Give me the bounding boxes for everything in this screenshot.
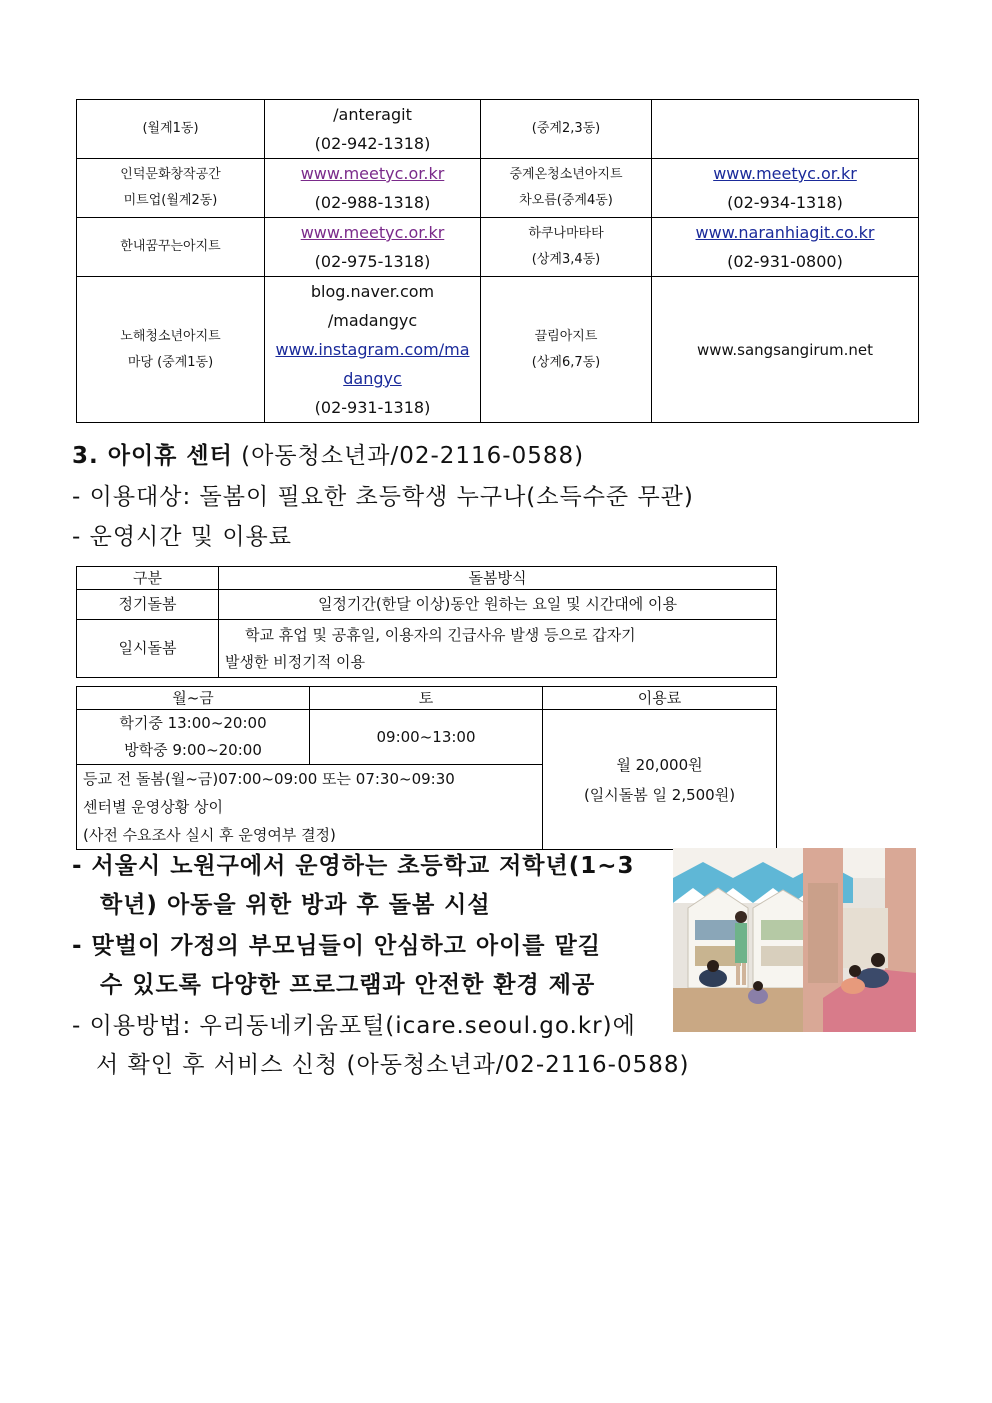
center-info: www.meetyc.or.kr (02-988-1318) [265,159,481,218]
morning-care: 등교 전 돌봄(월~금)07:00~09:00 또는 07:30~09:30 센터별 운영상황 상이 (사전 수요조사 실시 후 운영여부 결정) [77,765,543,850]
target-line: - 이용대상: 돌봄이 필요한 초등학생 누구나(소득수준 무관) [72,484,694,510]
table-header: 이용료 [543,687,777,710]
website-link[interactable]: www.naranhiagit.co.kr [695,223,875,242]
center-name: 한내꿈꾸는아지트 [77,218,265,277]
center-info: blog.naver.com /madangyc www.instagram.com/ma dangyc (02-931-1318) [265,277,481,423]
hours-title: - 운영시간 및 이용료 [72,524,292,550]
table-header: 돌봄방식 [219,567,777,590]
website-link[interactable]: www.meetyc.or.kr [300,223,445,242]
bullet-1-line-1: - 서울시 노원구에서 운영하는 초등학교 저학년(1~3 [72,853,635,879]
center-info: www.naranhiagit.co.kr (02-931-0800) [652,218,919,277]
care-type: 일시돌봄 [77,620,219,678]
center-name: (중계2,3동) [481,100,652,159]
bullet-3-line-2: 서 확인 후 서비스 신청 (아동청소년과/02-2116-0588) [96,1052,690,1078]
care-type: 정기돌봄 [77,590,219,620]
website-link[interactable]: www.meetyc.or.kr [713,164,857,183]
center-info: /anteragit (02-942-1318) [265,100,481,159]
instagram-link[interactable]: www.instagram.com/ma [275,340,470,359]
table-header: 구분 [77,567,219,590]
center-name: 하쿠나마타타 (상계3,4동) [481,218,652,277]
table-header: 월~금 [77,687,310,710]
bullet-2-line-2: 수 있도록 다양한 프로그램과 안전한 환경 제공 [100,972,596,998]
table-header: 토 [310,687,543,710]
center-info: www.meetyc.or.kr (02-934-1318) [652,159,919,218]
bullet-3-line-1: - 이용방법: 우리동네키움포털(icare.seoul.go.kr)에 [72,1013,636,1039]
bullet-1-line-2: 학년) 아동을 위한 방과 후 돌봄 시설 [100,892,491,918]
bullet-2-line-1: - 맞벌이 가정의 부모님들이 안심하고 아이를 맡길 [72,933,601,959]
saturday-hours: 09:00~13:00 [310,710,543,765]
weekday-hours: 학기중 13:00~20:00 방학중 9:00~20:00 [77,710,310,765]
centers-table [76,99,919,423]
section-heading: 3. 아이휴 센터 (아동청소년과/02-2116-0588) [72,443,585,469]
center-info: www.meetyc.or.kr (02-975-1318) [265,218,481,277]
center-name: 중계온청소년아지트 차오름(중계4동) [481,159,652,218]
center-name: 노해청소년아지트 마당 (중계1동) [77,277,265,423]
center-name: (월계1동) [77,100,265,159]
care-type-table [76,566,777,678]
center-name: 끌림아지트 (상계6,7동) [481,277,652,423]
website-link[interactable]: www.meetyc.or.kr [300,164,445,183]
fee-table [76,686,777,850]
center-name: 인덕문화창작공간 미트업(월계2동) [77,159,265,218]
center-info [652,100,919,159]
center-photo [673,848,916,1032]
care-desc: 학교 휴업 및 공휴일, 이용자의 긴급사유 발생 등으로 갑자기 발생한 비정기적 이용 [219,620,777,678]
care-desc: 일정기간(한달 이상)동안 원하는 요일 및 시간대에 이용 [219,590,777,620]
instagram-link[interactable]: dangyc [343,369,402,388]
center-info: www.sangsangirum.net [652,277,919,423]
fee-cell: 월 20,000원 (일시돌봄 일 2,500원) [543,710,777,850]
